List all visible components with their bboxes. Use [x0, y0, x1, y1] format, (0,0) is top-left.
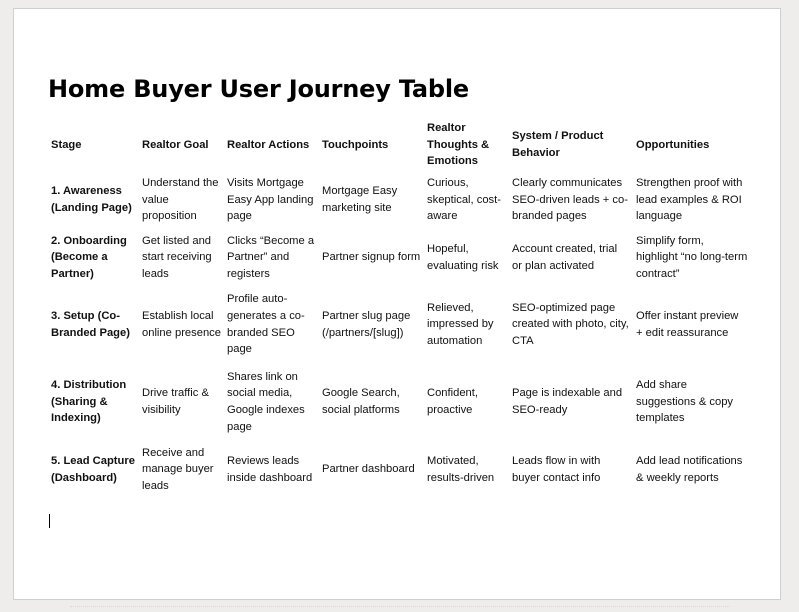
- goal-cell: Establish local online presence: [142, 309, 221, 339]
- document-page: [13, 8, 781, 600]
- emotions-cell: Motivated, results-driven: [427, 454, 495, 484]
- column-header-system-behavior: System / Product Behavior: [512, 130, 604, 159]
- column-header-opportunities: Opportunities: [636, 138, 710, 151]
- header-row: [48, 119, 751, 171]
- journey-table: [48, 119, 751, 498]
- opportunities-cell: Strengthen proof with lead examples & ROI language: [636, 177, 743, 223]
- touchpoints-cell: Partner signup form: [322, 251, 421, 264]
- behavior-cell: SEO-optimized page created with photo, city, CTA: [512, 301, 629, 347]
- stage-cell: 2. Onboarding (Become a Partner): [51, 234, 127, 280]
- text-cursor[interactable]: [49, 514, 50, 528]
- table-row: [48, 441, 751, 498]
- opportunities-cell: Offer instant preview + edit reassurance: [636, 309, 739, 339]
- goal-cell: Get listed and start receiving leads: [142, 234, 212, 280]
- stage-cell: 3. Setup (Co-Branded Page): [51, 309, 130, 339]
- emotions-cell: Hopeful, evaluating risk: [427, 242, 499, 272]
- touchpoints-cell: Partner dashboard: [322, 463, 415, 476]
- actions-cell: Clicks “Become a Partner” and registers: [227, 234, 315, 280]
- column-header-realtor-goal: Realtor Goal: [142, 138, 209, 151]
- goal-cell: Understand the value proposition: [142, 177, 219, 223]
- table-row: [48, 171, 751, 229]
- behavior-cell: Account created, trial or plan activated: [512, 242, 618, 272]
- touchpoints-cell: Mortgage Easy marketing site: [322, 185, 398, 214]
- actions-cell: Profile auto-generates a co-branded SEO page: [227, 293, 305, 356]
- column-header-realtor-actions: Realtor Actions: [227, 138, 310, 151]
- document-title: Home Buyer User Journey Table: [48, 75, 470, 103]
- goal-cell: Receive and manage buyer leads: [142, 446, 214, 492]
- column-header-stage: Stage: [51, 138, 82, 151]
- behavior-cell: Clearly communicates SEO-driven leads + co-branded pages: [512, 177, 628, 223]
- column-header-thoughts-emotions: Realtor Thoughts & Emotions: [427, 122, 490, 168]
- table-row: [48, 286, 751, 363]
- table-row: [48, 229, 751, 286]
- actions-cell: Visits Mortgage Easy App landing page: [227, 177, 314, 223]
- behavior-cell: Page is indexable and SEO-ready: [512, 387, 623, 416]
- stage-cell: 4. Distribution (Sharing & Indexing): [51, 379, 127, 425]
- actions-cell: Reviews leads inside dashboard: [227, 454, 313, 484]
- next-page-edge: [70, 606, 730, 611]
- opportunities-cell: Add share suggestions & copy templates: [636, 379, 734, 425]
- table-row: [48, 363, 751, 441]
- stage-cell: 1. Awareness (Landing Page): [51, 185, 132, 214]
- actions-cell: Shares link on social media, Google indexes page: [227, 370, 305, 433]
- opportunities-cell: Add lead notifications & weekly reports: [636, 454, 743, 484]
- stage-cell: 5. Lead Capture (Dashboard): [51, 454, 135, 484]
- goal-cell: Drive traffic & visibility: [142, 387, 209, 416]
- touchpoints-cell: Partner slug page (/partners/[slug]): [322, 309, 411, 339]
- opportunities-cell: Simplify form, highlight “no long-term contract”: [636, 234, 748, 280]
- emotions-cell: Relieved, impressed by automation: [427, 301, 494, 347]
- behavior-cell: Leads flow in with buyer contact info: [512, 454, 601, 484]
- column-header-touchpoints: Touchpoints: [322, 138, 389, 151]
- emotions-cell: Curious, skeptical, cost-aware: [427, 177, 501, 223]
- touchpoints-cell: Google Search, social platforms: [322, 387, 400, 416]
- emotions-cell: Confident, proactive: [427, 387, 478, 416]
